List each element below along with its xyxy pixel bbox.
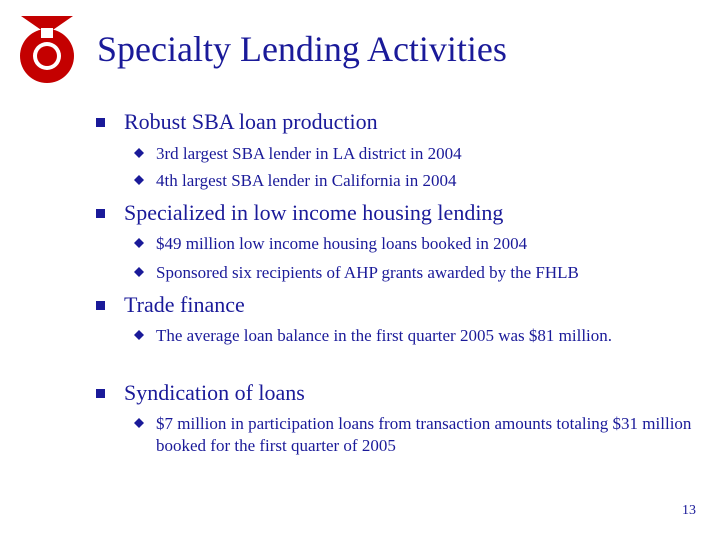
square-bullet-icon xyxy=(96,389,105,398)
square-bullet-icon xyxy=(96,209,105,218)
diamond-bullet-icon xyxy=(134,267,144,277)
diamond-bullet-icon xyxy=(134,418,144,428)
diamond-bullet-icon xyxy=(134,148,144,158)
ring-with-pointer-logo xyxy=(16,14,78,84)
diamond-bullet-icon xyxy=(134,175,144,185)
square-bullet-icon xyxy=(96,118,105,127)
page-number: 13 xyxy=(682,503,696,518)
slide-title: Specialty Lending Activities xyxy=(97,29,507,69)
square-bullet-icon xyxy=(96,301,105,310)
diamond-bullet-icon xyxy=(134,238,144,248)
diamond-bullet-icon xyxy=(134,330,144,340)
slide: Specialty Lending Activities Robust SBA loan production 3rd largest SBA lender in LA district in 2004 4th largest SBA lender in California in 2004 Specialized in low income housing lending $49 million low income housing loans booked in 2004 Sponsored six recipients of AHP grants awarded by the FHLB Trade finance The average loan balance in the first quarter 2005 was $81 million. Syndication of loans $7 million in participation loans from transaction amounts totaling $31 million booked for the first quarter of 2005 13 xyxy=(0,0,720,540)
